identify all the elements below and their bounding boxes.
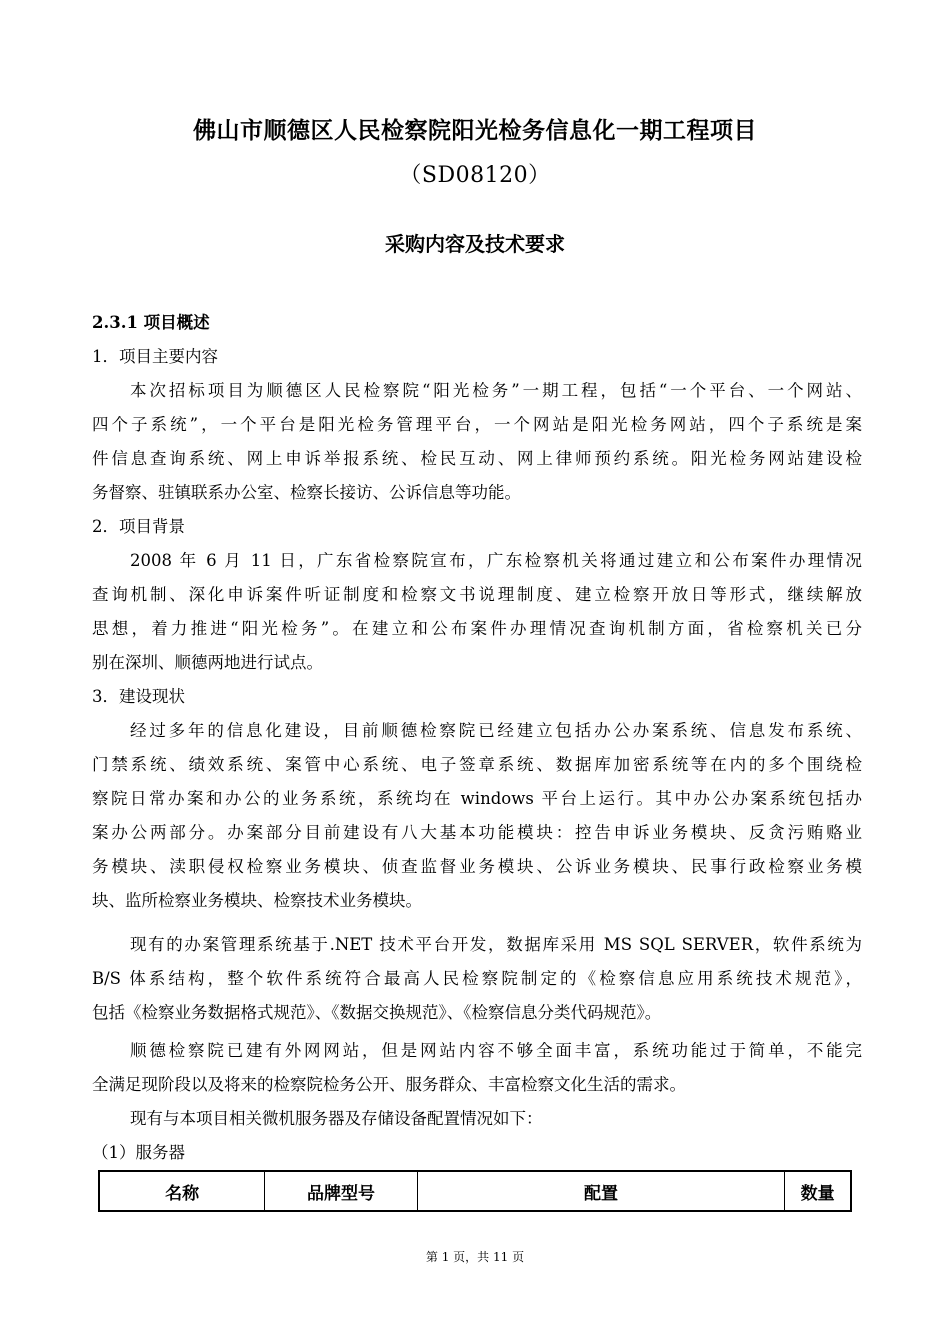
document-subtitle: 采购内容及技术要求 [385,232,565,256]
item1-heading: 1．项目主要内容 [92,347,218,366]
paragraph-line: 顺德检察院已建有外网网站，但是网站内容不够全面丰富，系统功能过于简单，不能完 [130,1041,862,1060]
servers-table [98,1170,852,1212]
paragraph-line: 察院日常办案和办公的业务系统，系统均在 windows 平台上运行。其中办公办案系统包括办 [92,789,862,808]
paragraph-line: 现有与本项目相关微机服务器及存储设备配置情况如下： [130,1109,543,1128]
paragraph-line: 现有的办案管理系统基于.NET 技术平台开发，数据库采用 MS SQL SERVER，软件系统为 [130,935,862,954]
paragraph-line: 务督察、驻镇联系办公室、检察长接访、公诉信息等功能。 [92,483,521,502]
paragraph-line: 务模块、渎职侵权检察业务模块、侦查监督业务模块、公诉业务模块、民事行政检察业务模 [92,857,862,876]
item2-heading: 2．项目背景 [92,517,185,536]
column-header-quantity: 数量 [785,1171,851,1211]
column-header-model: 品牌型号 [265,1171,417,1211]
paragraph-line: 本次招标项目为顺德区人民检察院“阳光检务”一期工程，包括“一个平台、一个网站、 [130,381,862,400]
document-title: 佛山市顺德区人民检察院阳光检务信息化一期工程项目 [193,117,757,144]
paragraph-line: B/S 体系结构，整个软件系统符合最高人民检察院制定的《检察信息应用系统技术规范》， [92,969,862,988]
column-header-name: 名称 [99,1171,265,1211]
servers-label: （1）服务器 [92,1143,185,1162]
section-heading: 2.3.1 项目概述 [92,313,210,332]
paragraph-line: 块、监所检察业务模块、检察技术业务模块。 [92,891,422,910]
project-code: （SD08120） [399,163,551,188]
paragraph-line: 件信息查询系统、网上申诉举报系统、检民互动、网上律师预约系统。阳光检务网站建设检 [92,449,862,468]
paragraph-line: 查询机制、深化申诉案件听证制度和检察文书说理制度、建立检察开放日等形式，继续解放 [92,585,862,604]
paragraph-line: 包括《检察业务数据格式规范》、《数据交换规范》、《检察信息分类代码规范》。 [92,1003,662,1022]
paragraph-line: 四个子系统”，一个平台是阳光检务管理平台，一个网站是阳光检务网站，四个子系统是案 [92,415,862,434]
page-footer: 第 1 页，共 11 页 [425,1250,525,1264]
paragraph-line: 思想，着力推进“阳光检务”。在建立和公布案件办理情况查询机制方面，省检察机关已分 [92,619,862,638]
paragraph-line: 门禁系统、绩效系统、案管中心系统、电子签章系统、数据库加密系统等在内的多个围绕检 [92,755,862,774]
column-header-config: 配置 [417,1171,784,1211]
paragraph-line: 经过多年的信息化建设，目前顺德检察院已经建立包括办公办案系统、信息发布系统、 [130,721,862,740]
paragraph-line: 案办公两部分。办案部分目前建设有八大基本功能模块：控告申诉业务模块、反贪污贿赂业 [92,823,862,842]
paragraph-line: 全满足现阶段以及将来的检察院检务公开、服务群众、丰富检察文化生活的需求。 [92,1075,686,1094]
table-header-row [99,1171,851,1211]
paragraph-line: 2008 年 6 月 11 日，广东省检察院宣布，广东检察机关将通过建立和公布案件办理情况 [130,551,862,570]
paragraph-line: 别在深圳、顺德两地进行试点。 [92,653,323,672]
item3-heading: 3．建设现状 [92,687,185,706]
